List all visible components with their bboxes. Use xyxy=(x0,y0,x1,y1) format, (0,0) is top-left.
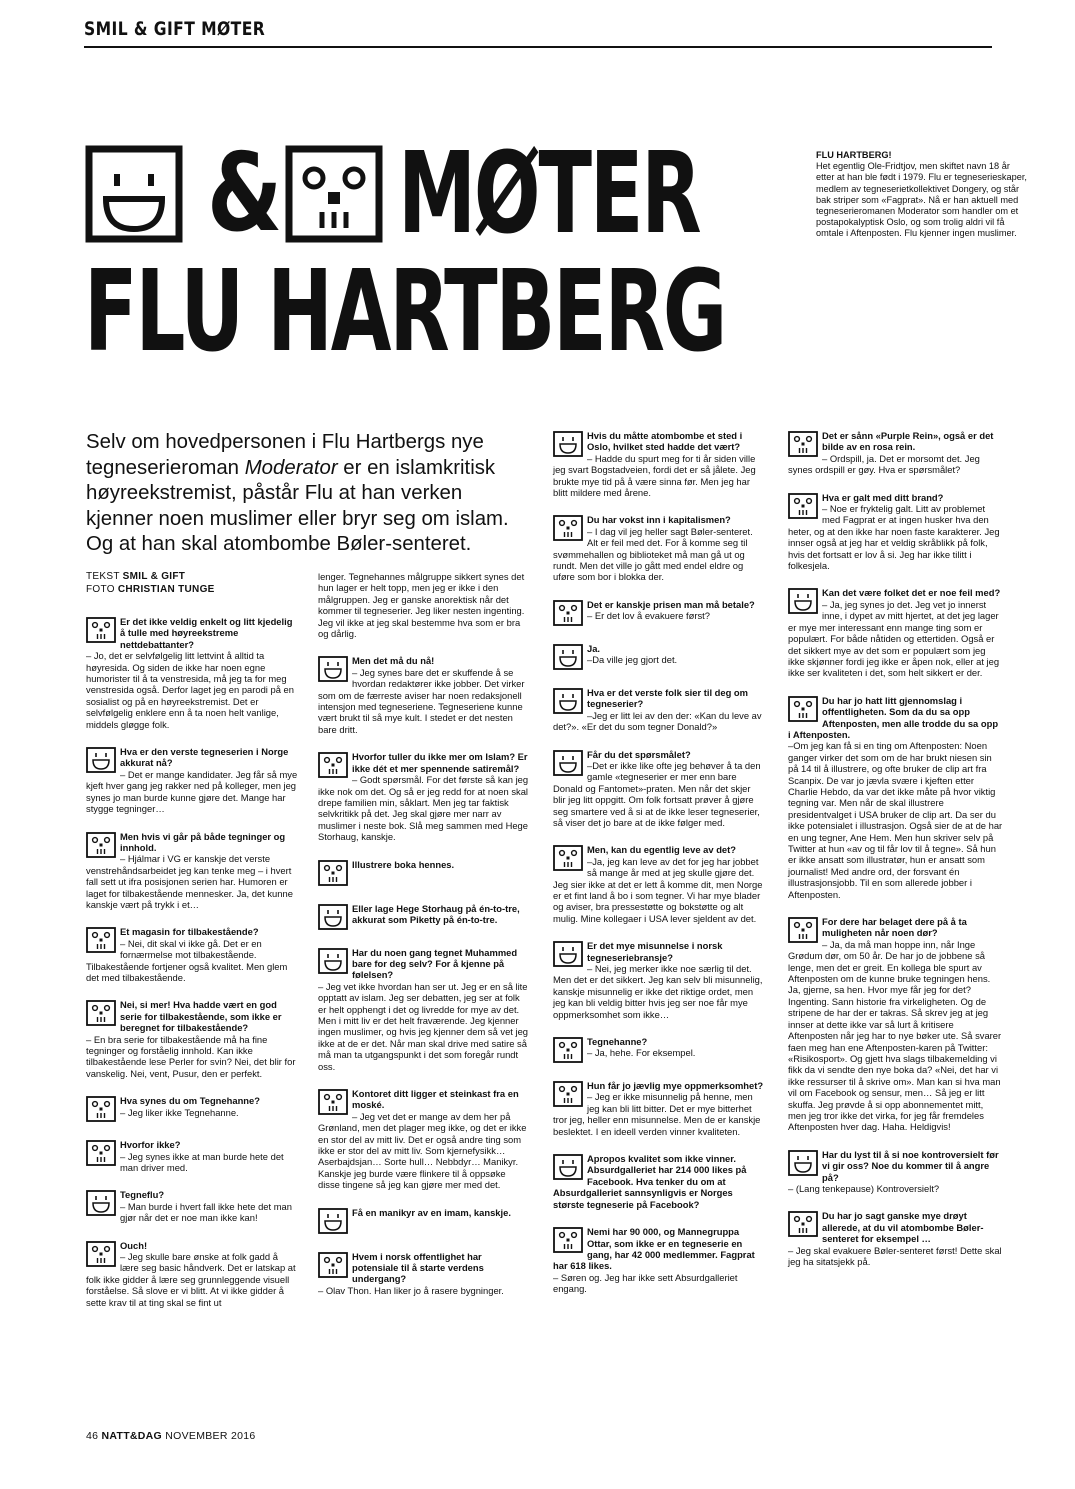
question: Eller lage Hege Storhaug på én-to-tre, akkurat som Piketty på én-to-tre. xyxy=(352,902,520,925)
qa-item xyxy=(86,1189,298,1223)
smile-face-icon xyxy=(553,750,583,776)
qa-item xyxy=(318,1251,530,1297)
qa-item xyxy=(86,831,298,911)
credit-photo-name: CHRISTIAN TUNGE xyxy=(117,583,215,595)
answer: – Jeg vet ikke hvordan han ser ut. Jeg er en så lite opptatt av islam. Jeg ser debatten, jeg ser at folk er helt opphengt i det og livredde for mye av det. Men i mitt liv er det helt fraværende. Jeg kjenner ingen muslimer, og hvis jeg kjenner dem så vet jeg ikke at de er det. Når man skal drive med satire så må man ta utgangspunkt i det som foregår rundt oss. xyxy=(318,980,529,1072)
qa-item xyxy=(788,587,1003,678)
question: Men det må du nå! xyxy=(352,655,435,667)
question: Du har jo sagt ganske mye drøyt allerede, at du vil atombombe Bøler-senteret for eksempel … xyxy=(822,1210,984,1245)
question: Hva er det verste folk sier til deg om tegneserier? xyxy=(587,686,748,710)
qa-item xyxy=(553,940,765,1020)
robot-face-icon xyxy=(86,1096,116,1122)
answer: –Jeg er litt lei av den der: «Kan du leve av det?». «Er det du som tegner Donald?» xyxy=(553,709,762,733)
smile-face-icon xyxy=(84,144,184,244)
answer: –Ja, jeg kan leve av det for jeg har jobbet så mange år med at jeg skulle gjøre det. Jeg sier ikke at det er lett å komme dit, men Norge er et fint land å bo i som tegner. Vi har mye blader og aviser, bra pressestøtte og bokstøtte og alt mulig. Mine kollegaer i USA lever sjeldent av det. xyxy=(553,855,763,924)
question: Nemi har 90 000, og Mannegruppa Ottar, som ikke er en tegneserie en gang, har 42 000 medlemmer. Fagprat har 618 likes. xyxy=(553,1226,755,1272)
qa-item xyxy=(553,643,765,671)
qa-item xyxy=(553,1036,765,1064)
answer: – Jeg er ikke misunnelig på henne, men jeg kan bli litt bitter. Det er mye bitterhet tror jeg, heller enn misunnelse. Men de er kanskje beslektet. I en ideell verden vinner kvaliteten. xyxy=(553,1091,761,1137)
question: Du har jo hatt litt gjennomslag i offentligheten. Som da du sa opp Aftenposten, men alle trodde du sa opp i Aftenposten. xyxy=(788,694,999,740)
qa-item xyxy=(788,916,1003,1133)
question: Hva er galt med ditt brand? xyxy=(822,491,944,503)
question: Få en manikyr av en imam, kanskje. xyxy=(352,1206,511,1218)
robot-face-icon xyxy=(86,832,116,858)
question: Hva er den verste tegneserien i Norge akkurat nå? xyxy=(120,746,289,769)
robot-face-icon xyxy=(86,1241,116,1267)
question: Tegneflu? xyxy=(120,1189,165,1201)
robot-face-icon xyxy=(318,752,348,778)
headline-ampersand: & xyxy=(207,131,283,256)
question: Du har vokst inn i kapitalismen? xyxy=(587,514,731,526)
smile-face-icon xyxy=(86,1190,116,1216)
answer: – Jeg vet det er mange av dem her på Grønland, men det plager meg ikke, og det er ikke en stor del av mitt liv. Det er også andre ting som ikke er stor del av mitt liv. Som kjernefysikk… Aserbajdsjan… Sorte hull… Nebbdyr… Manikyr. Kanskje jeg burde være flinkere til å oppsøke disse tingene så jeg kan gjøre mer med det. xyxy=(318,1110,527,1191)
qa-item xyxy=(86,1240,298,1308)
qa-item xyxy=(788,1149,1003,1195)
intro-part2: er en islamkritisk høyreekstremist, påstår Flu at han verken kjenner noen muslimer eller bryr seg om islam. Og at han skal atombombe Bøler-senteret. xyxy=(86,456,509,555)
qa-item xyxy=(318,1207,530,1235)
qa-item xyxy=(788,492,1003,572)
answer: – Jeg skal evakuere Bøler-senteret først! Dette skal jeg ha sitatsjekk på. xyxy=(788,1244,1002,1267)
question: Et magasin for tilbakestående? xyxy=(120,926,259,938)
answer: – Jeg skulle bare ønske at folk gadd å lære seg basic håndverk. Det er latskap at folk ikke gidder å lære seg grunnleggende visuell forståelse. Så slove er vi blitt. At vi ikke gidder å sette krav til at ting skal se fint ut xyxy=(86,1251,296,1308)
answer: – Er det lov å evakuere først? xyxy=(587,610,710,622)
qa-item xyxy=(86,999,298,1079)
answer: – Godt spørsmål. For det første så kan jeg ikke nok om det. Og så er jeg redd for at noen skal drepe familien min, såklart. Men jeg tar faktisk selvkritikk på det. Jeg skal gjøre mer narr av muslimer i neste bok. Slå meg sammen med Hege Storhaug, kanskje. xyxy=(318,774,529,843)
headline-moter: MØTER xyxy=(398,129,700,259)
robot-face-icon xyxy=(318,860,348,886)
answer: – I dag vil jeg heller sagt Bøler-senteret. Alt er feil med det. For å komme seg til svømmehallen og biblioteket må man gå ut og rundt. Men det ville jo gått med endel eldre og uføre som bor i blokka der. xyxy=(553,525,753,583)
answer: – En bra serie for tilbakestående må ha fine tegninger og forståelig innhold. Kan ikke tilbakestående lese Perler for svin? Nei, det blir for vanskelig. Nei, vent, Pusur, den er perfekt. xyxy=(86,1033,296,1079)
question: Nei, si mer! Hva hadde vært en god serie for tilbakestående, som ikke er beregnet for tilbakestående? xyxy=(120,999,282,1034)
question: Ja. xyxy=(587,642,601,654)
column-3 xyxy=(553,430,765,1311)
column-2-qa xyxy=(318,655,530,1296)
question: Ouch! xyxy=(120,1239,148,1251)
question: Illustrere boka hennes. xyxy=(352,858,455,870)
column-2 xyxy=(318,571,530,1312)
answer: – Hadde du spurt meg for ti år siden ville jeg svart Bogstadveien, fordi det er så jålete. Jeg brukte mye tid på å være sinna før. Men jeg har blitt mildere med årene. xyxy=(553,452,756,499)
question: Tegnehanne? xyxy=(587,1036,648,1048)
section-label: SMIL & GIFT MØTER xyxy=(84,18,266,40)
question: Er det mye misunnelse i norsk tegneseriebransje? xyxy=(587,940,723,963)
qa-item xyxy=(788,695,1003,900)
smile-face-icon xyxy=(553,941,583,967)
question: Men hvis vi går på både tegninger og innhold. xyxy=(120,830,286,853)
answer: – Noe er fryktelig galt. Litt av problemet med Fagprat er at ingen husker hva den heter, og at den ikke har noen faste karakterer. Jeg innser også at jeg har et veldig skråblikk på folk, hvis det fortsatt er lov å si. Jeg har ikke tilitt i folkesjela. xyxy=(788,503,1000,572)
robot-face-icon xyxy=(553,515,583,541)
qa-item xyxy=(553,430,765,498)
smile-face-icon xyxy=(318,1208,348,1234)
qa-item xyxy=(86,926,298,983)
question: Hvorfor ikke? xyxy=(120,1139,181,1151)
question: Det er sånn «Purple Rein», også er det bilde av en rosa rein. xyxy=(822,430,994,453)
question: Men, kan du egentlig leve av det? xyxy=(587,844,736,856)
column-2-lead: lenger. Tegnehannes målgruppe sikkert synes det hun lager er helt topp, men jeg er ikke i den målgruppen. Jeg er ganske anorektisk når det kommer til tegneserier. Jeg liker nesten ingenting. Jeg vil ikke at jeg skal bestemme hva som er bra og dårlig. xyxy=(318,571,525,640)
answer: – Ordspill, ja. Det er morsomt det. Jeg synes ordspill er gøy. Hva er spørsmålet? xyxy=(788,452,980,476)
qa-item xyxy=(553,844,765,924)
robot-face-icon xyxy=(553,1227,583,1253)
robot-face-icon xyxy=(788,1211,818,1237)
magazine-brand: NATT&DAG xyxy=(101,1430,163,1442)
robot-face-icon xyxy=(553,1037,583,1063)
smile-face-icon xyxy=(553,431,583,457)
headline xyxy=(84,129,784,377)
bio-title: FLU HARTBERG! xyxy=(816,150,892,160)
robot-face-icon xyxy=(284,144,384,244)
intro xyxy=(86,430,516,558)
headline-name: FLU HARTBERG xyxy=(84,247,726,377)
robot-face-icon xyxy=(86,617,116,643)
question: Hvem i norsk offentlighet har potensiale til å starte verdens undergang? xyxy=(352,1250,484,1285)
intro-part1: Selv om hovedpersonen i Flu Hartbergs nye tegneserieroman xyxy=(86,431,484,479)
question: Kan det være folket det er noe feil med? xyxy=(822,587,1001,599)
qa-item xyxy=(553,514,765,582)
answer: –Det er ikke like ofte jeg behøver å ta den gamle «tegneserier er mer enn bare Donald og Fantomet»-praten. Men når det skjer blir jeg litt oppgitt. Om folk fortsatt prøver å gjøre seg smartere ved å si at de ikke leser tegneserier, så viser det jo bare at de ikke følger med. xyxy=(553,759,761,828)
robot-face-icon xyxy=(553,600,583,626)
credit-text-name: SMIL & GIFT xyxy=(122,571,186,582)
answer: – Jo, det er selvfølgelig litt lettvint å alltid ta høyresida. Og siden de ikke har noen egne humorister til å ta venstresida, må jeg ta for meg venstresida også. Derfor laget jeg en parodi på en sosialist og på en høyreekstremist. Det er selvfølgelig enklere enn å ta noen helt vanlige, middels gløgge folk. xyxy=(86,650,294,730)
qa-item xyxy=(86,746,298,814)
qa-item xyxy=(553,749,765,829)
qa-item xyxy=(788,430,1003,476)
qa-item xyxy=(86,1095,298,1123)
smile-face-icon xyxy=(788,588,818,614)
answer: – Man burde i hvert fall ikke hete det man gjør når det er noe man ikke kan! xyxy=(120,1200,292,1224)
smile-face-icon xyxy=(553,688,583,714)
robot-face-icon xyxy=(86,1000,116,1026)
smile-face-icon xyxy=(788,1150,818,1176)
bio-box xyxy=(816,150,1030,240)
qa-item xyxy=(553,687,765,733)
answer: – Olav Thon. Han liker jo å rasere bygninger. xyxy=(318,1284,504,1296)
question: Har du lyst til å si noe kontroversielt før vi gir oss? Noe du kommer til å angre på? xyxy=(822,1148,999,1183)
robot-face-icon xyxy=(553,1081,583,1107)
qa-item xyxy=(318,1088,530,1191)
qa-item xyxy=(318,947,530,1072)
qa-item xyxy=(788,1210,1003,1267)
smile-face-icon xyxy=(318,948,348,974)
question: Hva synes du om Tegnehanne? xyxy=(120,1095,260,1107)
page-number: 46 xyxy=(86,1430,99,1442)
qa-item xyxy=(86,1139,298,1173)
smile-face-icon xyxy=(318,656,348,682)
robot-face-icon xyxy=(86,927,116,953)
answer: – Nei, dit skal vi ikke gå. Det er en fornærmelse mot tilbakestående. Tilbakestående fortjener også kvalitet. Men glem det med tilbakestående. xyxy=(86,937,288,983)
answer: – Det er mange kandidater. Jeg får så mye kjeft hver gang jeg rakker ned på kolleger, men jeg synes jo man burde kunne gjøre det. Mange har stygge tegninger… xyxy=(86,768,298,815)
column-4 xyxy=(788,430,1003,1283)
question: Hvis du måtte atombombe et sted i Oslo, hvilket sted hadde det vært? xyxy=(587,430,743,453)
qa-item xyxy=(553,1226,765,1294)
robot-face-icon xyxy=(788,696,818,722)
answer: – Søren og. Jeg har ikke sett Absurdgalleriet engang. xyxy=(553,1271,738,1295)
qa-item xyxy=(553,599,765,627)
credit-text-label: TEKST xyxy=(86,571,120,582)
qa-item xyxy=(318,655,530,735)
robot-face-icon xyxy=(318,1089,348,1115)
question: Apropos kvalitet som ikke vinner. Absurdgalleriet har 214 000 likes på Facebook. Hva tenker du om at Absurdgalleriet sannsynligvis er Norges største tegneserie på Facebook? xyxy=(553,1153,747,1210)
answer: – (Lang tenkepause) Kontroversielt? xyxy=(788,1182,940,1194)
answer: – Ja, hehe. For eksempel. xyxy=(587,1047,696,1059)
answer: – Ja, jeg synes jo det. Jeg vet jo innerst inne, i dypet av mitt hjertet, at det jeg lager er mye mer interessant enn mange ting som er populært. For både nåtiden og ettertiden. Også er det sikkert mye av det som er populært som jeg ikke skjønner fordi jeg ikke er åpen nok, eller at jeg ikke ser kvaliteten i det, som helt sikkert er der. xyxy=(788,598,1000,679)
smile-face-icon xyxy=(553,644,583,670)
answer: –Da ville jeg gjort det. xyxy=(587,654,678,666)
smile-face-icon xyxy=(86,747,116,773)
credit-photo-label: FOTO xyxy=(86,583,115,595)
answer: – Jeg liker ikke Tegnehanne. xyxy=(120,1106,239,1118)
robot-face-icon xyxy=(788,493,818,519)
robot-face-icon xyxy=(553,845,583,871)
robot-face-icon xyxy=(86,1140,116,1166)
question: Hun får jo jævlig mye oppmerksomhet? xyxy=(587,1080,764,1092)
column-1 xyxy=(86,616,298,1324)
question: Får du det spørsmålet? xyxy=(587,748,691,760)
qa-item xyxy=(553,1080,765,1137)
question: For dere har belaget dere på å ta muligheten når noen dør? xyxy=(822,916,967,939)
robot-face-icon xyxy=(788,917,818,943)
answer: – Nei, jeg merker ikke noe særlig til det. Men det er det sikkert. Jeg kan selv bli misunnelig, kanskje misunnelig er ikke det riktige ordet, men jeg kan bli veldig bitter hvis jeg ser noe får mye oppmerksomhet som ikke… xyxy=(553,963,763,1020)
qa-item xyxy=(86,616,298,730)
issue-date: NOVEMBER 2016 xyxy=(165,1430,256,1442)
intro-italic: Moderator xyxy=(244,456,338,479)
robot-face-icon xyxy=(788,431,818,457)
question: Kontoret ditt ligger et steinkast fra en moské. xyxy=(352,1088,519,1111)
answer: –Om jeg kan få si en ting om Aftenposten: Noen ganger virker det som om de har brukt niesen sin på 14 til å illustrere, og ofte bruker de clip art fra Scanpix. De var jo jævla svære i kjeften etter Charlie Hebdo, da var det ikke måte på hvor viktig tegning var. Men når de skal illustrere presidentvalget i USA bruker de clip art. Da ser du ikke potensialet i illustrasjon. Også sier de at de har en ung tegner, Ane Hem. Men hun skriver selv på Twitter at hun «av og til får lov til å tegne». Så hun er ikke ansatt som illustratør, hun er ansatt som journalist! Med andre ord, der forsvant én illustrasjonsjobb. Til en som allerede jobber i Aftenposten. xyxy=(788,740,1003,900)
credits xyxy=(86,571,215,596)
footer xyxy=(86,1430,256,1442)
qa-item xyxy=(318,751,530,842)
question: Er det ikke veldig enkelt og litt kjedelig å tulle med høyreekstreme nettdebattanter? xyxy=(120,616,293,650)
robot-face-icon xyxy=(318,1252,348,1278)
qa-item xyxy=(318,859,530,887)
smile-face-icon xyxy=(318,904,348,930)
qa-item xyxy=(318,903,530,931)
bio-text: Het egentlig Ole-Fridtjov, men skiftet navn 18 år etter at han ble født i 1979. Flu er tegneserieskaper, medlem av tegneserietkollektivet Dongery, og står bak striper som «Fagprat». Nå er han aktuell med tegneserieromanen Moderator som handler om et postapokalyptisk Oslo, og som trolig aldri vil få omtale i Aftenposten. Flu kjenner ingen muslimer. xyxy=(816,161,1027,239)
answer: – Hjálmar i VG er kanskje det verste venstrehåndsarbeidet jeg kan tenke meg – i hvert fall sett ut ifra posisjonen serien har. Humoren er laget for tilbakestående mennesker. Ja, det kunne kanskje vært på trykk i et… xyxy=(86,853,293,910)
section-rule xyxy=(84,46,992,48)
answer: – Jeg synes bare det er skuffende å se hvordan redaktører ikke jobber. Det virker som om de færreste aviser har noen redaksjonell intensjon med tegneseriene. Tegneseriene kunne vært brukt til så mye kult. I stedet er det nesten bare dritt. xyxy=(318,666,525,735)
question: Hvorfor tuller du ikke mer om Islam? Er ikke dét et mer spennende satiremål? xyxy=(352,751,528,774)
question: Det er kanskje prisen man må betale? xyxy=(587,598,755,610)
answer: – Ja, da må man hoppe inn, når Inge Grødum dør, om 50 år. De har jo de jobbene så lenge, men det er greit. En kollega ble spurt av Aftenposten om de kunne bruke tegningen hens. Ja, gjerne, sa hen. Hvor mye får jeg for det? Ingenting. Sann historie fra virkeligheten. Og de stripene de har der er takras. Så skrev jeg at jeg innser at dette ikke var så lurt å kritisere Aftenposten når jeg har to nye bøker ute. Så svarer faen meg han ene Aftenposten-karen på Twitter: «Risikosport». Og gjett hva slags tilbakemelding vi fikk da vi sendte den nye boka da? «Nei, det har vi ikke ressurser til å skrive om». Man kan si hva man vil om Facebook og sensur, men… Så jeg er litt skuffa. Jeg prøvde å si opp abonnementet mitt, men jeg tror ikke det virka, for jeg får fremdeles Aftenposten hver dag. Haha. Heldigvis! xyxy=(788,938,1002,1133)
smile-face-icon xyxy=(553,1154,583,1180)
qa-item xyxy=(553,1153,765,1210)
answer: – Jeg synes ikke at man burde hete det man driver med. xyxy=(120,1150,284,1174)
question: Har du noen gang tegnet Muhammed bare for deg selv? For å kjenne på følelsen? xyxy=(352,946,518,981)
